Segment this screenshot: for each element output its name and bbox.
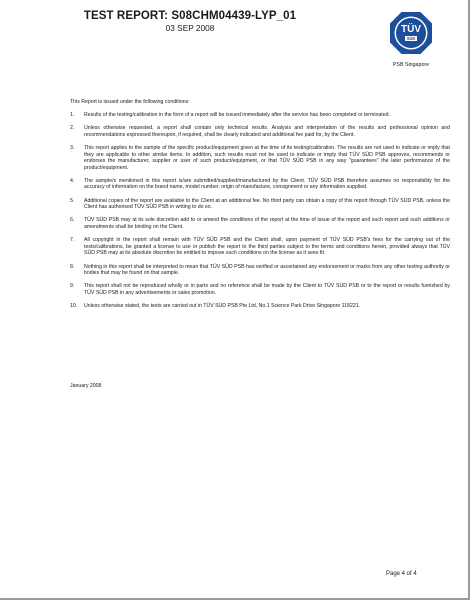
condition-item (70, 237, 450, 257)
condition-item (70, 112, 450, 119)
condition-text: The sample/s mentioned in this report is/are submitted/supplied/manufactured by the Client. TÜV SÜD PSB therefore assumes no responsibility for the accuracy of information on the brand name, model number, origin of manufacture, consignment or any information supplied. (84, 177, 450, 191)
tuv-logo-icon (388, 10, 434, 56)
conditions-list (70, 112, 450, 316)
condition-text: Nothing in this report shall be interpreted to mean that TÜV SÜD PSB has verified or ascertained any endorsement or marks from any other testing authority or bodies that may be found on that sample. (84, 263, 450, 277)
revision-date: January 2008 (70, 383, 102, 389)
conditions-intro: This Report is issued under the following conditions: (70, 99, 190, 105)
condition-text: This report applies to the sample of the specific product/equipment given at the time of its testing/calibration. The results are not used to indicate or imply that they are applicable to other similar items. In addition, such results must not be used to indicate or imply that TÜV SÜD PSB approves, recommends or endorses the manufacturer, supplier or user of such product/equipment, or that TÜV SÜD PSB in any way "guarantees" the later performance of the product/equipment. (84, 145, 450, 171)
report-date: 03 SEP 2008 (165, 23, 215, 33)
report-title: TEST REPORT: S08CHM04439-LYP_01 (83, 10, 297, 22)
condition-number: 1. (70, 112, 75, 118)
condition-number: 10. (70, 303, 78, 310)
condition-item (70, 125, 450, 138)
condition-text: TÜV SÜD PSB may at its sole discretion add to or amend the conditions of the report at the time of issue of the report and such report and such additions or amendments shall be binding on the Client. (84, 217, 450, 230)
condition-number: 5. (70, 197, 75, 204)
condition-item (70, 145, 450, 171)
condition-text: Unless otherwise stated, the tests are carried out in TÜV SÜD PSB Pte Ltd, No.1 Science Park Drive Singapore 118221. (84, 303, 361, 310)
condition-number: 9. (70, 283, 75, 290)
condition-item (70, 178, 450, 191)
condition-number: 7. (70, 237, 75, 244)
condition-item (70, 264, 450, 277)
logo-caption: PSB Singapore (392, 62, 430, 68)
condition-item (70, 303, 450, 310)
condition-text: All copyright in the report shall remain with TÜV SÜD PSB and the Client shall, upon payment of TÜV SÜD PSB's fees for the carrying out of the tests/calibrations, be granted a license to use or publish the report to the third parties subject to the terms and conditions herein, provided always that TÜV SÜD PSB may at its absolute discretion be entitled to impose such conditions on the license as it sees fit. (84, 237, 450, 257)
page-number: Page 4 of 4 (386, 571, 417, 577)
logo-mark-text: TÜV (401, 24, 421, 35)
condition-number: 2. (70, 125, 75, 132)
condition-item (70, 283, 450, 296)
condition-item (70, 217, 450, 230)
condition-number: 8. (70, 263, 75, 270)
condition-item (70, 198, 450, 211)
condition-number: 4. (70, 177, 75, 184)
logo-sub-text: SÜD (406, 36, 416, 42)
condition-number: 3. (70, 145, 75, 152)
condition-text: Results of the testing/calibration in the form of a report will be issued immediately after the service has been completed or terminated. (84, 112, 390, 118)
condition-number: 6. (70, 217, 75, 224)
condition-text: Unless otherwise requested, a report shall contain only technical results. Analysis and interpretation of the results and professional opinion and recommendations expressed thereupon, if required, shall be clearly indicated and additional fee paid for, by the Client. (84, 125, 450, 138)
condition-text: Additional copies of the report are available to the Client at an additional fee. No third party can obtain a copy of this report through TÜV SÜD PSB, unless the Client has authorised TÜV SÜD PSB in writing to do so. (84, 197, 450, 211)
report-header (0, 10, 380, 33)
tuv-sud-logo (385, 10, 437, 68)
condition-text: This report shall not be reproduced wholly or in parts and no reference shall be made by the Client to TÜV SÜD PSB or to the report or results furnished by TÜV SÜD PSB in any advertisements or sales promotion. (84, 283, 450, 296)
